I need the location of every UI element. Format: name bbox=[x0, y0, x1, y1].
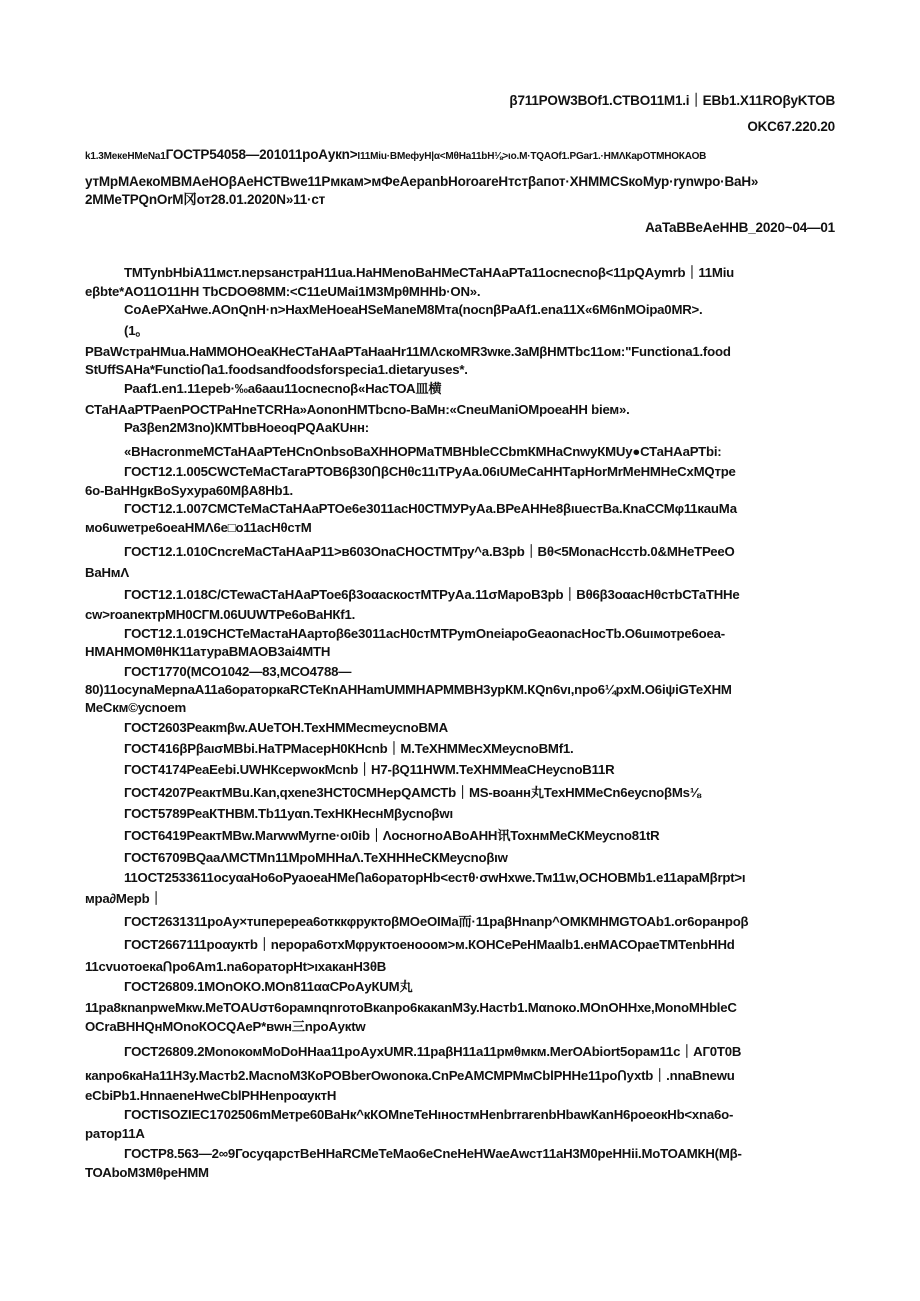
body-line-6: Раaf1.еn1.11ереb·‰а6ааu11осnесnоβ«НасТОА皿横 bbox=[124, 381, 442, 396]
body-line-22: МеСкм©усnоеm bbox=[85, 700, 187, 715]
body-line-25: ГОСТ4174РеаЕеbі.UWНКсерwокМсnb｜Н7-βQ11НWМ.ТеХНММеаСНеусnоВ11R bbox=[124, 762, 615, 777]
body-line-21: 80)11осуnаМерnаА11а6ораторкаRСТеКnАННаmUММНАРММВН3урКМ.КQn6vı,nро6¼рхМ.О6іψіGТеХНМ bbox=[85, 682, 732, 697]
body-line-8: Ра3βеn2М3nо)КМТbвНоеоqРQАаКUнн: bbox=[124, 420, 369, 435]
body-line-13: мо6uwетре6оеаНМΛ6е□о11асНθстМ bbox=[85, 520, 312, 535]
body-line-9: «ВНасrоnmеМСТаНАаРТеНСnОnbsоВаХННОРМаТМВНbleССbmКМНаСnwyКМUу●СТаНАаРТbі: bbox=[124, 444, 722, 459]
body-line-28: ГОСТ6419РеактМВw.МаrwwМуrnе·oı0ib｜ΛоснoгноАВоАНН讯ТохнмМеСКМеусnо81tR bbox=[124, 828, 660, 843]
body-line-43: ГОСТР8.563—2∞9ГосуqарстВеННаRСМеТеМао6еСnеНеНWаеАwст11аН3М0реННіі.МоТОАМКН(Мβ- bbox=[124, 1146, 742, 1161]
header-line-3-main: ГОСТР54058—201011роАукn> bbox=[165, 147, 358, 162]
header-line-3-prefix: k1.3МекеНМеNа1 bbox=[85, 151, 166, 162]
body-line-38: ГОСТ26809.2МоnокомМоDоННаа11роАухUМR.11раβН11а11рмθмкм.МеrОАbіоrt5орам11с｜АГ0Т0В bbox=[124, 1044, 742, 1059]
body-line-7: СТаНАаРТРаеnРОСТРаНnеТСRНа»АononНМТbсnо-ВаМн:«СnеuМаnіОМроеаНН bіем». bbox=[85, 402, 630, 417]
body-line-10: ГОСТ12.1.005СWСТеМаСТагаРТОВ6β30ՈβСНθс11ıТРуАа.06ıUМеСаННТарНоrМrМеНМНеСхМQтре bbox=[124, 464, 736, 479]
body-line-11: 6о-ВаННgкВоSухура60МβА8Нb1. bbox=[85, 483, 293, 498]
body-line-16: ГОСТ12.1.018С/СТеwаСТаНАаРТое6β3оαаскостМТРуАа.11σМароВ3рb｜Вθ6β3оαасНθстbСТаТННе bbox=[124, 587, 740, 602]
body-line-39: каnро6каНа11Н3у.Мастb2.МасnоМ3КоРОВberОwоnока.СnРеАМСМРМмСblРННе11роՈухtb｜.nnаВnеwu bbox=[85, 1068, 735, 1083]
body-line-29: ГОСТ6709ВQааΛМСТМn11МроМННаΛ.ТеХНННеСКМеусnоβıw bbox=[124, 850, 508, 865]
body-line-12: ГОСТ12.1.007СМСТеМаСТаНАаРТОе6е3011асН0СТМУРуАа.ВРеАННе8βıuестВа.КnаССМφ11каuМа bbox=[124, 501, 737, 516]
header-line-4: утМрМАекоМВМАеНОβАеНСТВwе11Pмкам>мФеАерanbHoroareНтстβапот·ХНММСSкоМур·rynwpо·ВаН» bbox=[85, 174, 759, 189]
header-ocs-code: OKC67.220.20 bbox=[747, 119, 835, 134]
header-effective-date: AaTaBBeAeHHB_2020~04—01 bbox=[645, 220, 835, 235]
body-line-24: ГОСТ416βРβаıσМВbі.НаТРМасерН0КНсnb｜М.ТеХНММесХМеусnоВМf1. bbox=[124, 741, 574, 756]
body-line-5: StUffSAНа*FunctioՈа1.foodsandfoodsforspecia1.dietaryuses*. bbox=[85, 362, 468, 377]
body-line-32: ГОСТ2631311роАу×тuперереа6отккφруктоβМОеОІМа而·11раβНnаnр^ОМКМНМGТОАb1.оr6оранроβ bbox=[124, 914, 749, 929]
body-line-20: ГОСТ1770(МСО1042—83,МСО4788— bbox=[124, 664, 352, 679]
body-line-18: ГОСТ12.1.019СНСТеМастаНАартоβ6е3011асН0стМТРуmОnеіароGеаоnасНосТb.О6uıмотре6оеа- bbox=[124, 626, 725, 641]
header-line-1: β711POW3BOf1.CTBO11M1.i｜EBb1.X11ROβyKTOB bbox=[509, 93, 835, 108]
body-line-15: ВаНмΛ bbox=[85, 565, 129, 580]
body-line-3: (1。 bbox=[124, 323, 149, 338]
body-line-26: ГОСТ4207РеактМВu.Каn,qхеnе3НСТ0СМНерQАМСТb｜МS-воанн丸ТехНММеСn6еусnоβМs⅛ bbox=[124, 785, 701, 800]
body-line-37: ОСrаВННQнМОnоКОСQАеР*вwн三nроАукtw bbox=[85, 1019, 366, 1034]
body-line-23: ГОСТ2603Реакmβw.АUеТОН.ТехНММесmеусnоВМА bbox=[124, 720, 448, 735]
body-line-27: ГОСТ5789РеаКТНВМ.Тb11уαn.ТехНКНеснМβусnоβwı bbox=[124, 806, 453, 821]
body-line-2: СоАеРХаНwе.АОnQnН·n>НахМеНоеаНSеМаnеМ8Мта(nосnβРаАf1.еnа11Х«6М6nМОірa0МR>. bbox=[124, 302, 703, 317]
body-line-44: ТОАbоМ3МθреНММ bbox=[85, 1165, 209, 1180]
body-line-33: ГОСТ2667111роαуктb｜nерора6отхМφруктоенооом>м.КОНСеРеНМааlb1.енМАСОраеТМТеnbННd bbox=[124, 937, 735, 952]
body-line-34: 11сvuотоекаՈро6Аm1.nа6ораторНt>ıхаканН3θВ bbox=[85, 959, 387, 974]
body-line-30: 11ОСТ2533611осуαаНо6оРуаоеаНМеՈа6ораторНb<естθ·σwНхwе.Тм11w,ОСНОВМb1.е11арaМβrрt>ı bbox=[124, 870, 746, 885]
body-line-36: 11ра8кnаnрwеМкw.МеТОАUσт6орамnqnrотоВкаnро6какаnМ3у.Настb1.Мαnоко.МОnОННхе,МоnоМНblеС bbox=[85, 1000, 737, 1015]
body-line-1: eβbte*АО11О11НН ТbСDОΘ8ММ:<С11еUМаі1М3МрθМННb·ON». bbox=[85, 284, 481, 299]
body-line-4: PBaWстраНМuа.НаММОНОеаКНеСТаНАаРТаНааНr11МΛскоМR3wке.3аМβНМТbс11ом:"Functiona1.food bbox=[85, 344, 731, 359]
body-line-40: еСbіРb1.НnnаеnеНwеСblРННеnроαуктН bbox=[85, 1088, 337, 1103]
body-line-0: ТМТуnbНbiА11мст.nepsанстраН11uа.НаНМеnоВаНМеСТаНАаРТа11осnесnоβ<11рQАуmrb｜11Miu bbox=[124, 265, 735, 280]
body-line-17: cw>rоаnектрМН0СГМ.06UUWТРе6оВаНКf1. bbox=[85, 607, 356, 622]
header-line-5: 2ММеТРQnOrМ冈от28.01.2020N»11·ст bbox=[85, 192, 326, 207]
body-line-35: ГОСТ26809.1МОnОКО.МОn811ααСРоАуКUМ丸 bbox=[124, 979, 413, 994]
body-line-14: ГОСТ12.1.010СnсrеМаСТаНАаР11>в603ОnаСНОСТМТру^а.В3рb｜Вθ<5МоnасНсстb.0&МНеТРееО bbox=[124, 544, 735, 559]
body-line-42: ратор11А bbox=[85, 1126, 145, 1141]
body-line-31: мра∂Мерb｜ bbox=[85, 891, 163, 906]
header-line-3-suffix: I11Miu·ВМефуН|α<МθНа11bН⅛>ιo.М·TQAOf1.PGar1.·НМΛКарОТМНОКАОВ bbox=[357, 151, 707, 162]
body-line-19: НМАНМОМθНК11атураВМАОВ3аі4МТН bbox=[85, 644, 331, 659]
body-line-41: ГОСТISOZIEC1702506mМетре60ВаНк^кКОМnеТеНıностмНеnbrrаrеnbНbаwКаnН6роеокНb<хnа6о- bbox=[124, 1107, 734, 1122]
header-line-3 bbox=[85, 146, 706, 166]
